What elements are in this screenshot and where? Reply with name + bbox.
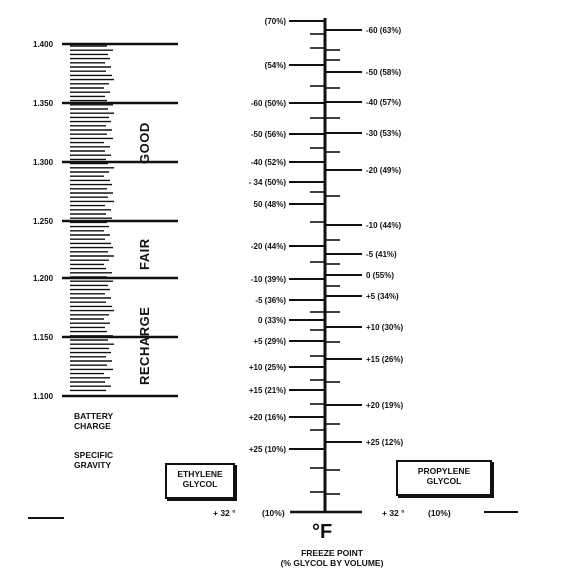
propylene-title-line1: PROPYLENE bbox=[417, 466, 471, 476]
ethylene-label: 0 (33%) bbox=[257, 316, 286, 325]
propylene-label: -10 (44%) bbox=[366, 221, 402, 230]
battery-caption-line2: CHARGE bbox=[74, 421, 111, 431]
propylene-label: -50 (58%) bbox=[366, 68, 402, 77]
ethylene-label: (70%) bbox=[264, 17, 286, 26]
battery-tick-label: 1.250 bbox=[33, 217, 54, 226]
ethylene-label: +5 (29%) bbox=[253, 337, 286, 346]
zone-label-fair: FAIR bbox=[137, 238, 152, 270]
fahrenheit-unit: °F bbox=[312, 521, 333, 543]
battery-tick-label: 1.200 bbox=[33, 274, 54, 283]
battery-tick-label: 1.150 bbox=[33, 333, 54, 342]
battery-caption-line1: BATTERY bbox=[74, 411, 114, 421]
propylene-label: +25 (12%) bbox=[366, 438, 404, 447]
propylene-label: -20 (49%) bbox=[366, 166, 402, 175]
battery-tick-label: 1.100 bbox=[33, 392, 54, 401]
ethylene-label: -5 (36%) bbox=[255, 296, 286, 305]
ethylene-label: -60 (50%) bbox=[250, 99, 286, 108]
ethylene-label: -40 (52%) bbox=[250, 158, 286, 167]
ethylene-label: - 34 (50%) bbox=[248, 178, 286, 187]
propylene-label: +15 (26%) bbox=[366, 355, 404, 364]
propylene-label: +20 (19%) bbox=[366, 401, 404, 410]
freeze-caption-line2: (% GLYCOL BY VOLUME) bbox=[280, 558, 384, 568]
ethylene-label: 50 (48%) bbox=[253, 200, 286, 209]
propylene-label: -60 (63%) bbox=[366, 26, 402, 35]
propylene-label: +5 (34%) bbox=[366, 292, 399, 301]
propylene-bottom-pct: (10%) bbox=[428, 508, 451, 518]
battery-tick-label: 1.300 bbox=[33, 158, 54, 167]
ethylene-label: +20 (16%) bbox=[248, 413, 286, 422]
gravity-caption-line2: GRAVITY bbox=[74, 460, 112, 470]
battery-caption bbox=[74, 411, 113, 431]
propylene-title-line2: GLYCOL bbox=[426, 476, 462, 486]
ethylene-bottom-temp: + 32 ° bbox=[213, 508, 236, 518]
ethylene-title-line1: ETHYLENE bbox=[177, 469, 223, 479]
freeze-caption bbox=[262, 548, 402, 568]
propylene-label: -30 (53%) bbox=[366, 129, 402, 138]
propylene-bottom-temp: + 32 ° bbox=[382, 508, 405, 518]
gravity-caption bbox=[74, 450, 113, 470]
battery-tick-label: 1.400 bbox=[33, 40, 54, 49]
battery-tick-label: 1.350 bbox=[33, 99, 54, 108]
ethylene-glycol-box bbox=[165, 463, 235, 499]
ethylene-label: +25 (10%) bbox=[248, 445, 286, 454]
ethylene-label: -50 (56%) bbox=[250, 130, 286, 139]
battery-scale-hatching bbox=[70, 46, 114, 390]
ethylene-bottom-pct: (10%) bbox=[262, 508, 285, 518]
ethylene-label: +15 (21%) bbox=[248, 386, 286, 395]
ethylene-label: -20 (44%) bbox=[250, 242, 286, 251]
gravity-caption-line1: SPECIFIC bbox=[74, 450, 114, 460]
ethylene-label: (54%) bbox=[264, 61, 286, 70]
propylene-label: +10 (30%) bbox=[366, 323, 404, 332]
propylene-label: 0 (55%) bbox=[366, 271, 395, 280]
propylene-glycol-box bbox=[396, 460, 492, 496]
propylene-scale bbox=[325, 26, 403, 494]
battery-scale-ticks bbox=[33, 40, 178, 401]
ethylene-label: +10 (25%) bbox=[248, 363, 286, 372]
propylene-label: -5 (41%) bbox=[366, 250, 397, 259]
freeze-caption-line1: FREEZE POINT bbox=[301, 548, 363, 558]
ethylene-label: -10 (39%) bbox=[250, 275, 286, 284]
ethylene-title-line2: GLYCOL bbox=[182, 479, 218, 489]
ethylene-scale bbox=[249, 17, 325, 492]
zone-label-good: GOOD bbox=[137, 122, 152, 164]
zone-label-recharge: RECHARGE bbox=[137, 306, 152, 385]
propylene-label: -40 (57%) bbox=[366, 98, 402, 107]
